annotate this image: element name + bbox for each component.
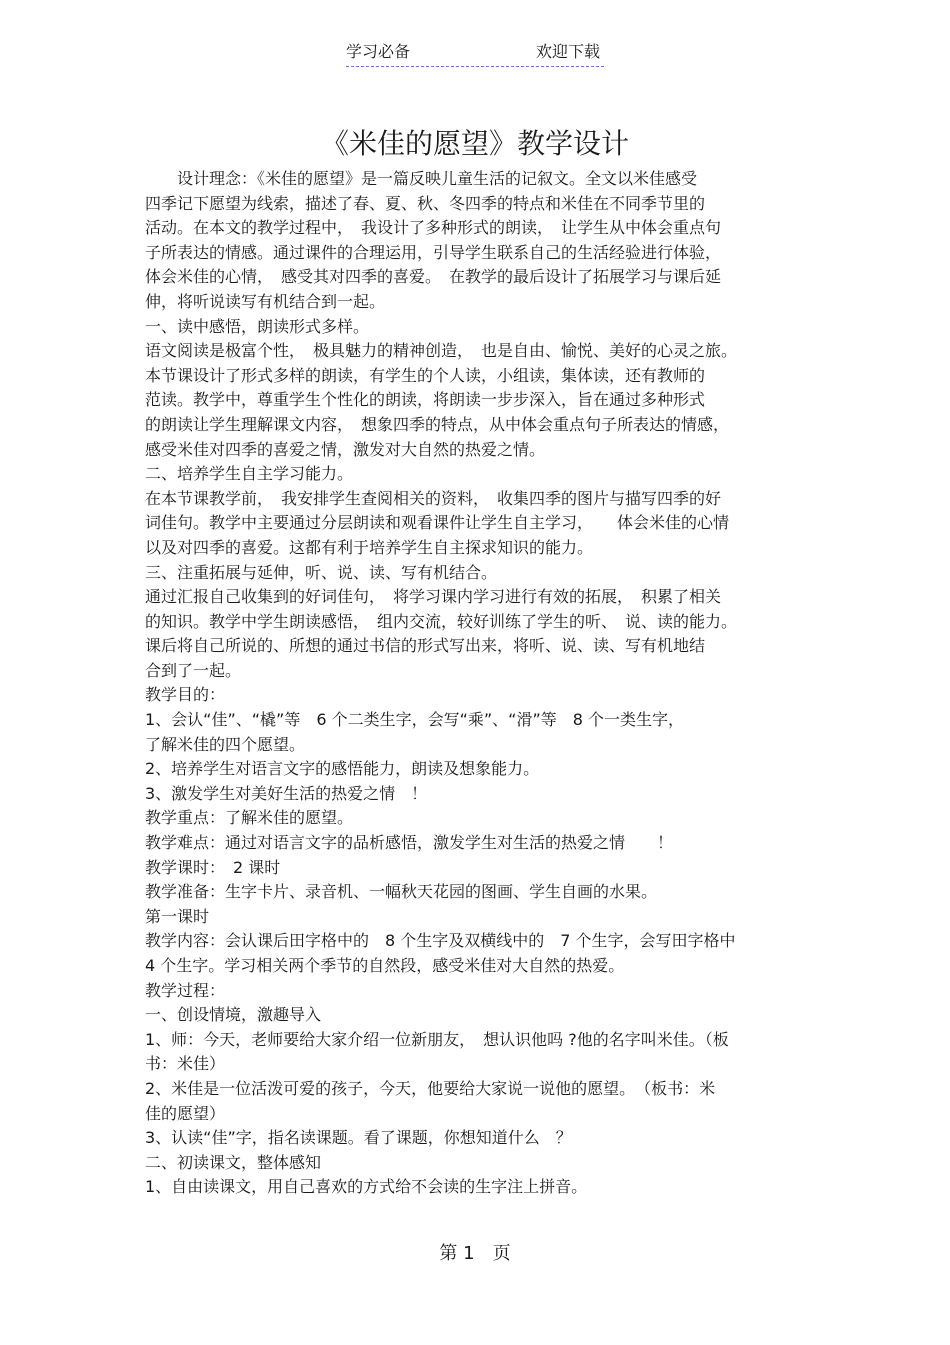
text-line: 课后将自己所说的、所想的通过书信的形式写出来，将听、说、读、写有机地结 <box>145 636 706 656</box>
text-line: 书：米佳） <box>145 1054 226 1074</box>
text-line: 四季记下愿望为线索，描述了春、夏、秋、冬四季的特点和米佳在不同季节里的 <box>145 193 706 213</box>
text-line: 2、米佳是一位活泼可爱的孩子，今天，他要给大家说一说他的愿望。 （板书：米 <box>145 1078 716 1098</box>
text-line: 设计理念：《米佳的愿望》是一篇反映儿童生活的记叙文。全文以米佳感受 <box>145 169 698 188</box>
text-line: 4 个生字。学习相关两个季节的自然段，感受米佳对大自然的热爱。 <box>145 956 625 975</box>
page-number: 第 1 页 <box>439 1243 511 1264</box>
text-line: 教学过程： <box>145 980 226 1000</box>
text-line: 二、培养学生自主学习能力。 <box>145 464 354 484</box>
text-line: 感受米佳对四季的喜爱之情，激发对大自然的热爱之情。 <box>145 439 546 459</box>
text-line: 活动。在本文的教学过程中， 我设计了多种形式的朗读， 让学生从中体会重点句 <box>145 218 722 238</box>
text-line: 佳的愿望） <box>145 1103 226 1123</box>
text-line: 的朗读让学生理解课文内容， 想象四季的特点，从中体会重点句子所表达的情感， <box>145 414 730 434</box>
text-line: 第一课时 <box>145 906 210 926</box>
text-line: 3、激发学生对美好生活的热爱之情 ！ <box>145 783 428 803</box>
text-line: 以及对四季的喜爱。这都有利于培养学生自主探求知识的能力。 <box>145 537 594 557</box>
text-line: 一、创设情境，激趣导入 <box>145 1005 322 1025</box>
text-line: 的知识。教学中学生朗读感悟， 组内交流，较好训练了学生的听、 说、读的能力。 <box>145 611 738 631</box>
text-line: 教学内容：会认课后田字格中的 8 个生字及双横线中的 7 个生字，会写田字格中 <box>145 931 736 951</box>
text-line: 教学课时： 2 课时 <box>145 857 281 877</box>
header-left-text: 学习必备 <box>346 42 411 61</box>
text-line: 三、注重拓展与延伸，听、说、读、写有机结合。 <box>145 562 498 582</box>
text-line: 二、初读课文，整体感知 <box>145 1152 322 1172</box>
text-line: 教学目的： <box>145 685 226 705</box>
text-line: 合到了一起。 <box>145 660 242 680</box>
text-line: 了解米佳的四个愿望。 <box>145 734 306 754</box>
text-line: 在本节课教学前， 我安排学生查阅相关的资料， 收集四季的图片与描写四季的好 <box>145 488 722 508</box>
text-line: 子所表达的情感。通过课件的合理运用，引导学生联系自己的生活经验进行体验， <box>145 242 722 262</box>
text-line: 语文阅读是极富个性， 极具魅力的精神创造， 也是自由、愉悦、美好的心灵之旅。 <box>145 341 738 361</box>
document-title: 《米佳的愿望》教学设计 <box>320 127 629 160</box>
header-right-text: 欢迎下载 <box>535 42 600 61</box>
text-line: 通过汇报自己收集到的好词佳句， 将学习课内学习进行有效的拓展， 积累了相关 <box>145 587 722 607</box>
text-line: 1、会认“佳”、“橇”等 6 个二类生字，会写“乘”、“滑”等 8 个一类生字， <box>145 710 685 730</box>
page-header <box>346 40 604 67</box>
document-body <box>145 167 810 1200</box>
text-line: 本节课设计了形式多样的朗读，有学生的个人读，小组读，集体读，还有教师的 <box>145 365 706 385</box>
text-line: 教学难点：通过对语言文字的品析感悟，激发学生对生活的热爱之情 ！ <box>145 833 674 853</box>
text-line: 体会米佳的心情， 感受其对四季的喜爱。 在教学的最后设计了拓展学习与课后延 <box>145 267 722 287</box>
text-line: 2、培养学生对语言文字的感悟能力，朗读及想象能力。 <box>145 759 540 779</box>
text-line: 教学重点：了解米佳的愿望。 <box>145 808 354 828</box>
text-line: 1、自由读课文，用自己喜欢的方式给不会读的生字注上拼音。 <box>145 1177 588 1197</box>
text-line: 伸，将听说读写有机结合到一起。 <box>145 291 386 311</box>
text-line: 范读。教学中，尊重学生个性化的朗读，将朗读一步步深入，旨在通过多种形式 <box>145 390 706 410</box>
text-line: 一、读中感悟，朗读形式多样。 <box>145 316 370 336</box>
text-line: 1、师：今天，老师要给大家介绍一位新朋友， 想认识他吗 ?他的名字叫米佳。（板 <box>145 1029 729 1049</box>
text-line: 教学准备：生字卡片、录音机、一幅秋天花园的图画、学生自画的水果。 <box>145 882 658 902</box>
text-line: 3、认读“佳”字，指名读课题。看了课题，你想知道什么 ？ <box>145 1128 572 1148</box>
text-line: 词佳句。教学中主要通过分层朗读和观看课件让学生自主学习， 体会米佳的心情 <box>145 513 730 533</box>
